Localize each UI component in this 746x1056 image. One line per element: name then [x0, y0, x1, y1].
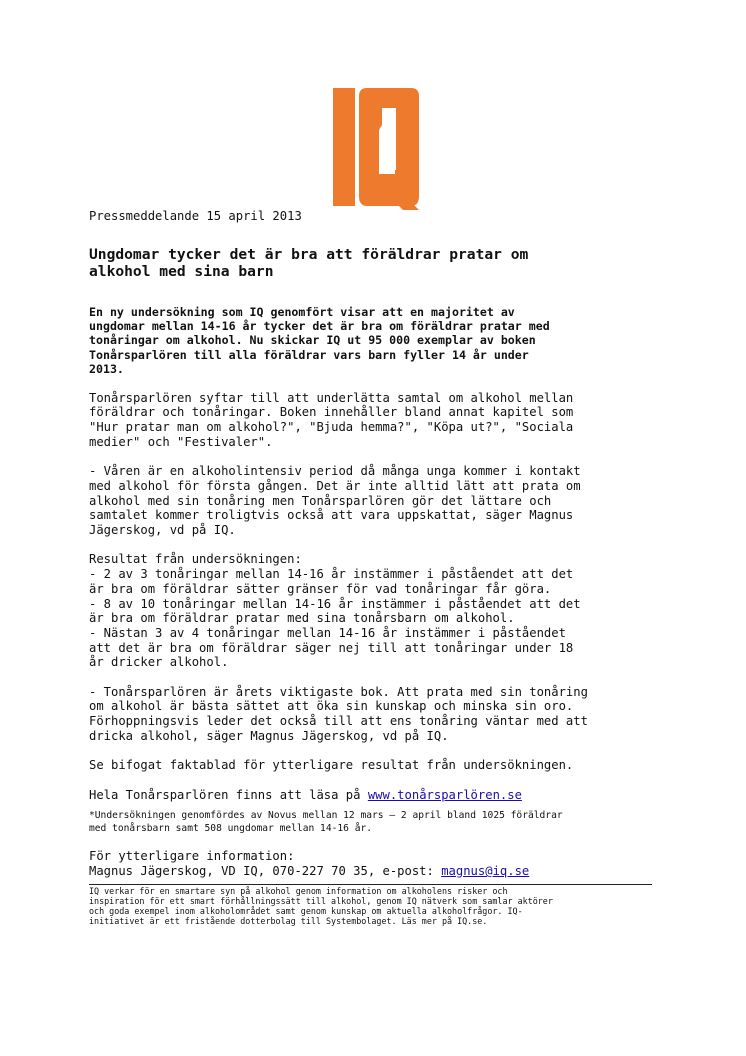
- dateline: Pressmeddelande 15 april 2013: [89, 209, 302, 223]
- paragraph-line: samtalet kommer troligtvis också att vara uppskattat, säger Magnus: [89, 508, 574, 523]
- footer-line: inspiration för ett smart förhållningssätt till alkohol, genom IQ nätverk som samlar aktörer: [89, 895, 553, 906]
- paragraph-line: - Tonårsparlören är årets viktigaste bok. Att prata med sin tonåring: [89, 684, 588, 699]
- attachment-text: Se bifogat faktablad för ytterligare resultat från undersökningen.: [89, 758, 574, 773]
- results-list: [89, 552, 659, 670]
- paragraph-line: Tonårsparlören syftar till att underlätta samtal om alkohol mellan: [89, 390, 574, 405]
- paragraph-line: medier" och "Festivaler".: [89, 434, 273, 449]
- website-link[interactable]: www.tonårsparlören.se: [367, 787, 522, 802]
- spacer: [89, 802, 659, 810]
- results-line: att det är bra om föräldrar säger nej till att tonåringar under 18: [89, 640, 574, 655]
- footer-line: och goda exempel inom alkoholområdet samt genom kunskap om aktuella alkoholfrågor. IQ-: [89, 906, 523, 917]
- results-heading: Resultat från undersökningen:: [89, 552, 302, 567]
- lead-line: 2013.: [89, 361, 124, 376]
- paragraph-line: "Hur pratar man om alkohol?", "Bjuda hemma?", "Köpa ut?", "Sociala: [89, 420, 574, 435]
- quote-paragraph-1: [89, 464, 659, 538]
- paragraph-line: dricka alkohol, säger Magnus Jägerskog, vd på IQ.: [89, 728, 449, 743]
- spacer: [89, 773, 659, 788]
- read-more: [89, 788, 659, 803]
- spacer: [89, 450, 659, 465]
- paragraph-line: med alkohol för första gången. Det är inte alltid lätt att prata om: [89, 478, 581, 493]
- footer-about: [89, 886, 659, 927]
- results-line: är bra om föräldrar sätter gränser för vad tonåringar får göra.: [89, 581, 552, 596]
- paragraph-line: - Våren är en alkoholintensiv period då många unga kommer i kontakt: [89, 464, 581, 479]
- intro-paragraph: [89, 391, 659, 450]
- press-release: [89, 208, 659, 927]
- footnote-line: *Undersökningen genomfördes av Novus mellan 12 mars – 2 april bland 1025 föräldrar: [89, 810, 563, 822]
- headline: [89, 246, 659, 280]
- lead-line: ungdomar mellan 14-16 år tycker det är bra om föräldrar pratar med: [89, 319, 550, 334]
- footer-line: IQ verkar för en smartare syn på alkohol genom information om alkoholens risker och: [89, 885, 508, 896]
- spacer: [89, 376, 659, 391]
- footer-line: initiativet är ett fristående dotterbolag till Systembolaget. Läs mer på IQ.se.: [89, 916, 488, 927]
- results-line: - Nästan 3 av 4 tonåringar mellan 14-16 år instämmer i påståendet: [89, 625, 566, 640]
- contact-text: Magnus Jägerskog, VD IQ, 070-227 70 35, e-post:: [89, 864, 442, 879]
- footnote-line: med tonårsbarn samt 508 ungdomar mellan 14-16 år.: [89, 822, 373, 834]
- attachment-note: [89, 758, 659, 773]
- paragraph-line: om alkohol är bästa sättet att öka sin kunskap och minska sin oro.: [89, 699, 574, 714]
- paragraph-line: alkohol med sin tonåring men Tonårsparlören gör det lättare och: [89, 493, 552, 508]
- iq-logo-mark: [333, 88, 419, 210]
- paragraph-line: Förhoppningsvis leder det också till att ens tonåring väntar med att: [89, 714, 588, 729]
- footer-divider: [89, 884, 652, 885]
- contact-label: För ytterligare information:: [89, 849, 295, 864]
- contact-info: [89, 849, 659, 878]
- results-line: år dricker alkohol.: [89, 655, 229, 670]
- results-line: - 2 av 3 tonåringar mellan 14-16 år instämmer i påståendet att det: [89, 567, 574, 582]
- results-line: är bra om föräldrar pratar med sina tonårsbarn om alkohol.: [89, 611, 515, 626]
- email-link[interactable]: magnus@iq.se: [441, 864, 530, 879]
- iq-logo: [333, 88, 419, 210]
- read-more-text: Hela Tonårsparlören finns att läsa på: [89, 787, 368, 802]
- spacer: [89, 744, 659, 759]
- headline-line: alkohol med sina barn: [89, 263, 274, 280]
- lead-line: En ny undersökning som IQ genomfört visar att en majoritet av: [89, 305, 515, 319]
- footnote: [89, 810, 659, 835]
- spacer: [89, 538, 659, 553]
- paragraph-line: föräldrar och tonåringar. Boken innehåller bland annat kapitel som: [89, 405, 574, 420]
- lead-line: Tonårsparlören till alla föräldrar vars barn fyller 14 år under: [89, 347, 529, 362]
- headline-line: Ungdomar tycker det är bra att föräldrar pratar om: [89, 246, 529, 263]
- paragraph-line: Jägerskog, vd på IQ.: [89, 523, 236, 538]
- lead-line: tonåringar om alkohol. Nu skickar IQ ut 95 000 exemplar av boken: [89, 333, 536, 348]
- quote-paragraph-2: [89, 685, 659, 744]
- results-line: - 8 av 10 tonåringar mellan 14-16 år instämmer i påståendet att det: [89, 596, 581, 611]
- lead-paragraph: [89, 305, 659, 376]
- spacer: [89, 670, 659, 685]
